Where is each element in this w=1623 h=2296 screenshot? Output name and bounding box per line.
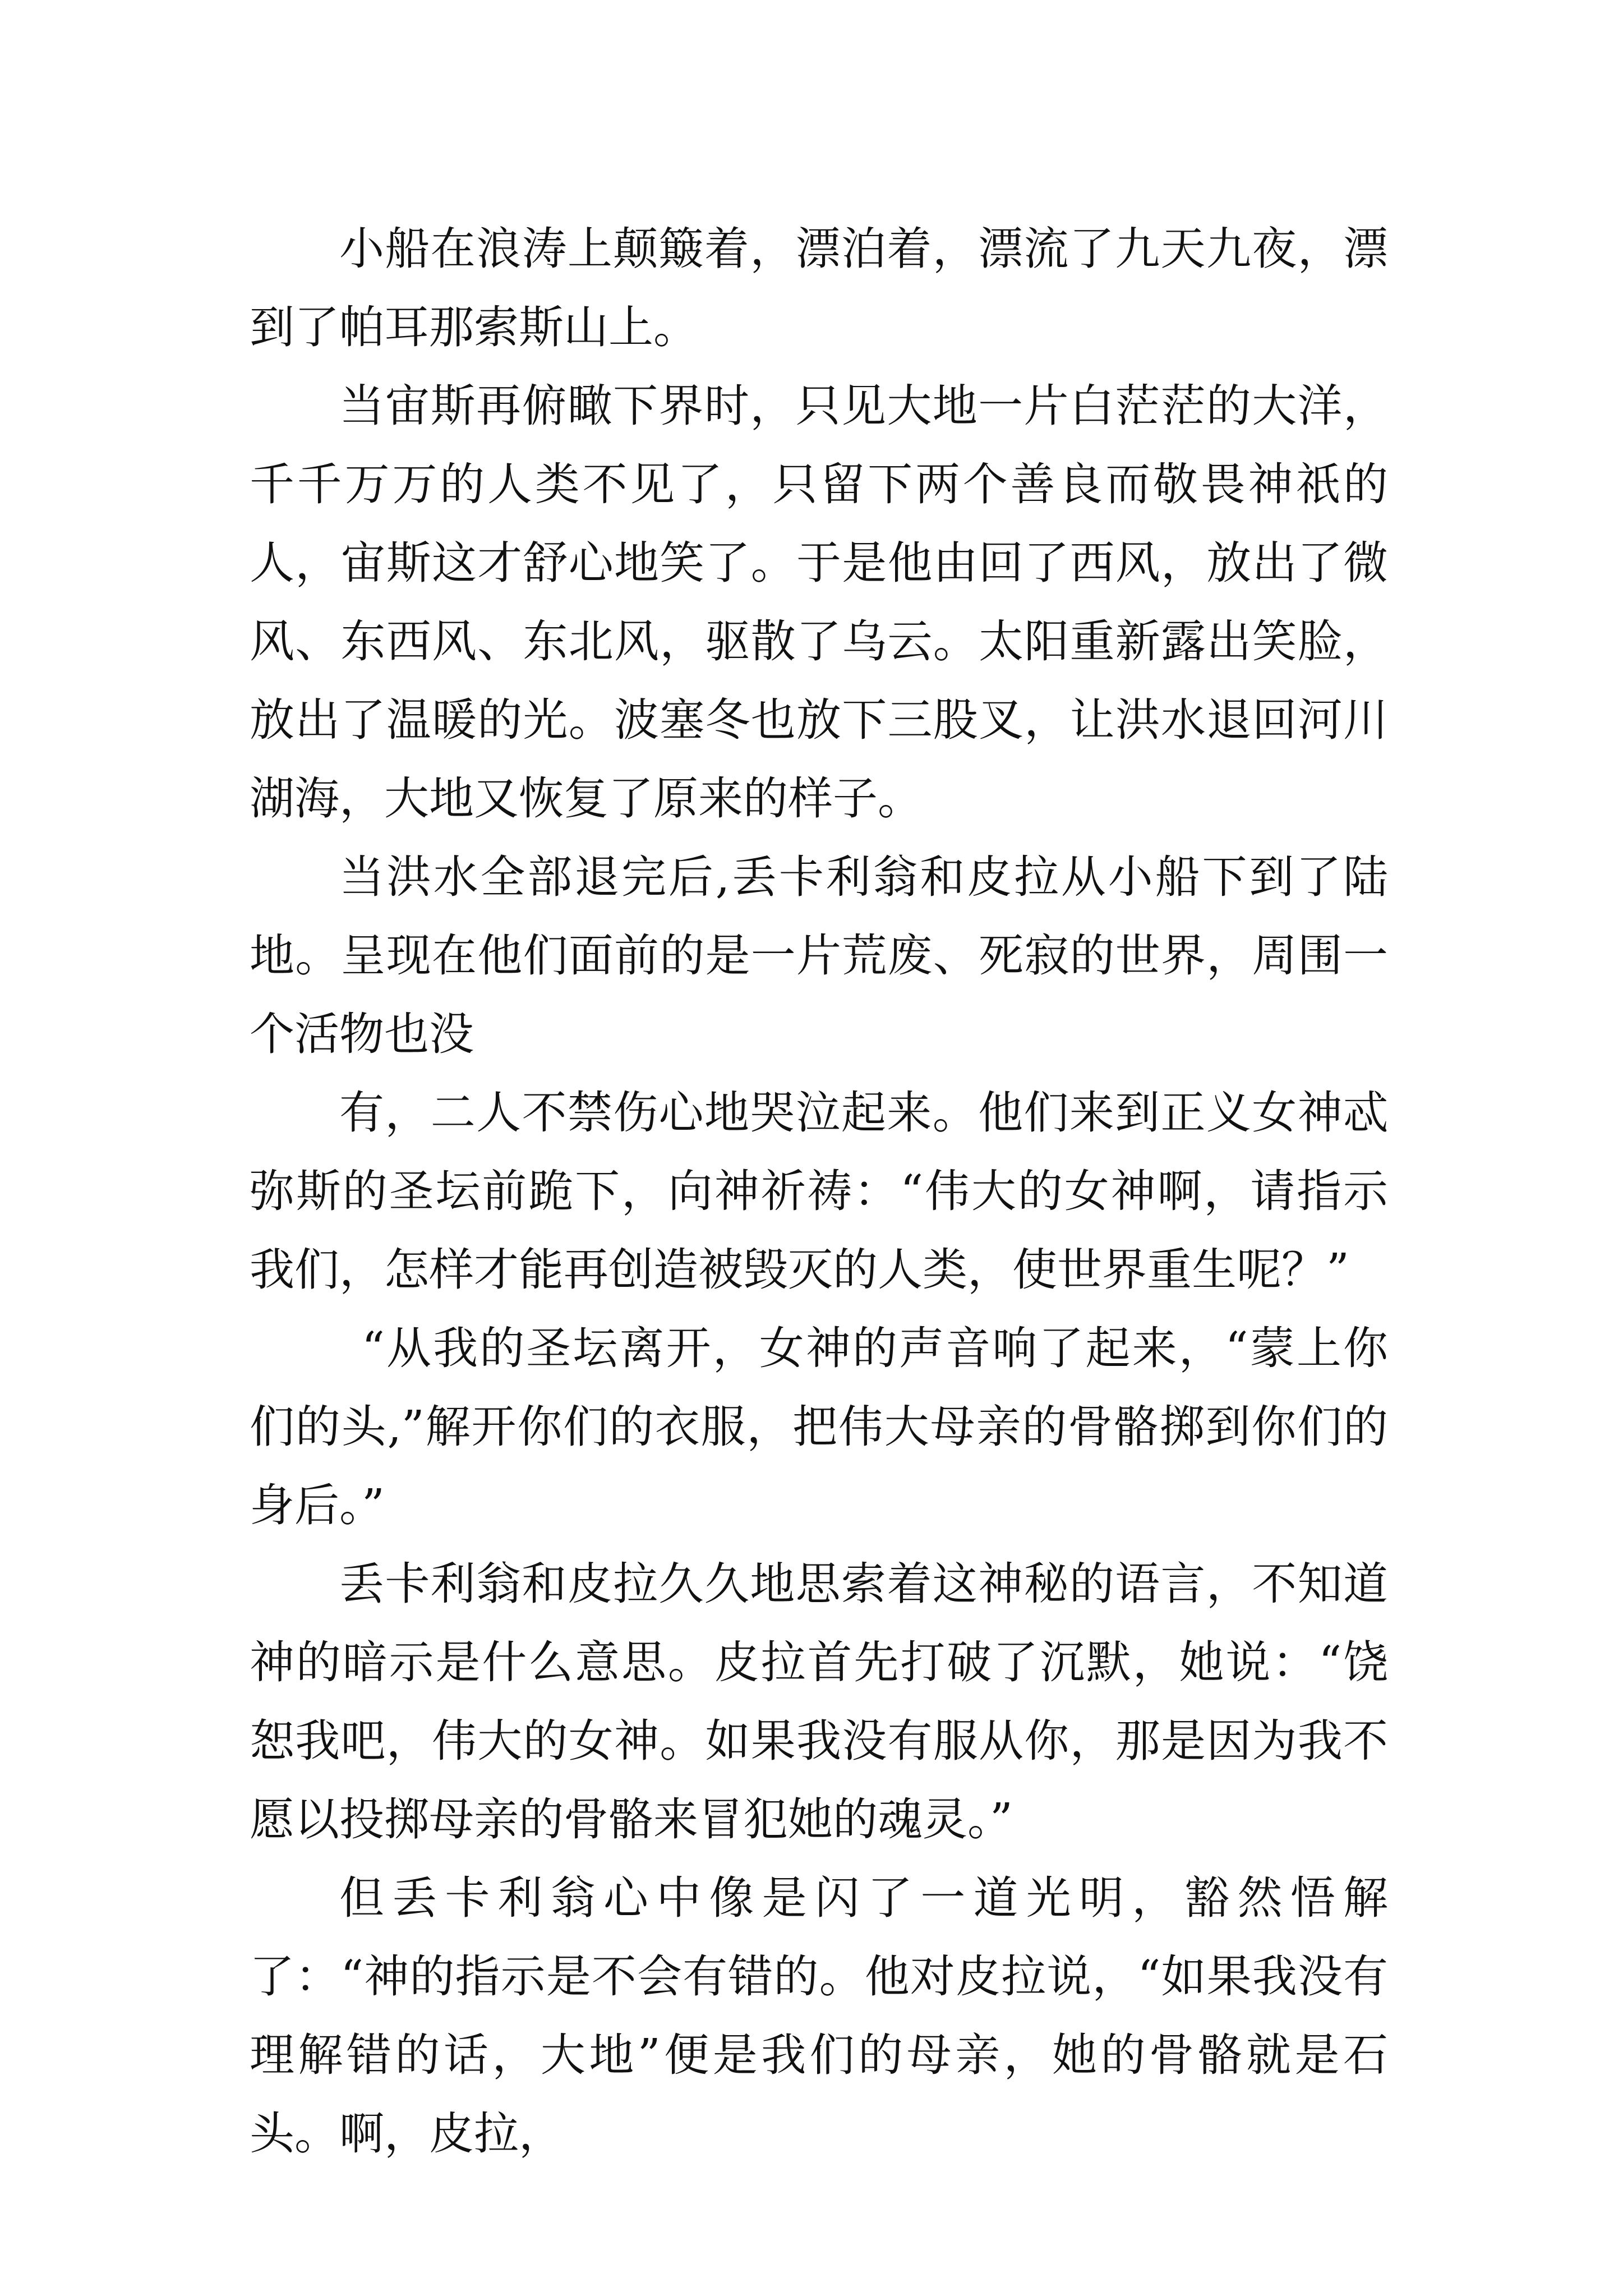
paragraph-2: 当宙斯再俯瞰下界时，只见大地一片白茫茫的大洋，千千万万的人类不见了，只留下两个善良而敬畏神祇的人，宙斯这才舒心地笑了。于是他由回了西风，放出了微风、东西风、东北风，驱散了乌云。太阳重新露出笑脸，放出了温暖的光。波塞冬也放下三股叉，让洪水退回河川湖海，大地又恢复了原来的样子。 <box>250 380 1388 825</box>
paragraph-3: 当洪水全部退完后,丢卡利翁和皮拉从小船下到了陆地。呈现在他们面前的是一片荒废、死寂的世界，周围一个活物也没 <box>250 851 1388 1060</box>
paragraph-5: “从我的圣坛离开，女神的声音响了起来，“蒙上你们的头,”解开你们的衣服，把伟大母亲的骨骼掷到你们的身后。” <box>250 1322 1388 1531</box>
paragraph-4: 有，二人不禁伤心地哭泣起来。他们来到正义女神忒弥斯的圣坛前跪下，向神祈祷：“伟大的女神啊，请指示我们，怎样才能再创造被毁灭的人类，使世界重生呢？” <box>250 1087 1388 1296</box>
paragraph-7: 但丢卡利翁心中像是闪了一道光明，豁然悟解了：“神的指示是不会有错的。他对皮拉说，“如果我没有理解错的话，大地”便是我们的母亲，她的骨骼就是石头。啊，皮拉， <box>250 1872 1388 2160</box>
paragraph-6: 丢卡利翁和皮拉久久地思索着这神秘的语言，不知道神的暗示是什么意思。皮拉首先打破了沉默，她说：“饶恕我吧，伟大的女神。如果我没有服从你，那是因为我不愿以投掷母亲的骨骼来冒犯她的魂灵。” <box>250 1558 1388 1846</box>
body-text <box>250 210 1388 2173</box>
paragraph-1: 小船在浪涛上颠簸着，漂泊着，漂流了九天九夜，漂到了帕耳那索斯山上。 <box>250 223 1388 353</box>
